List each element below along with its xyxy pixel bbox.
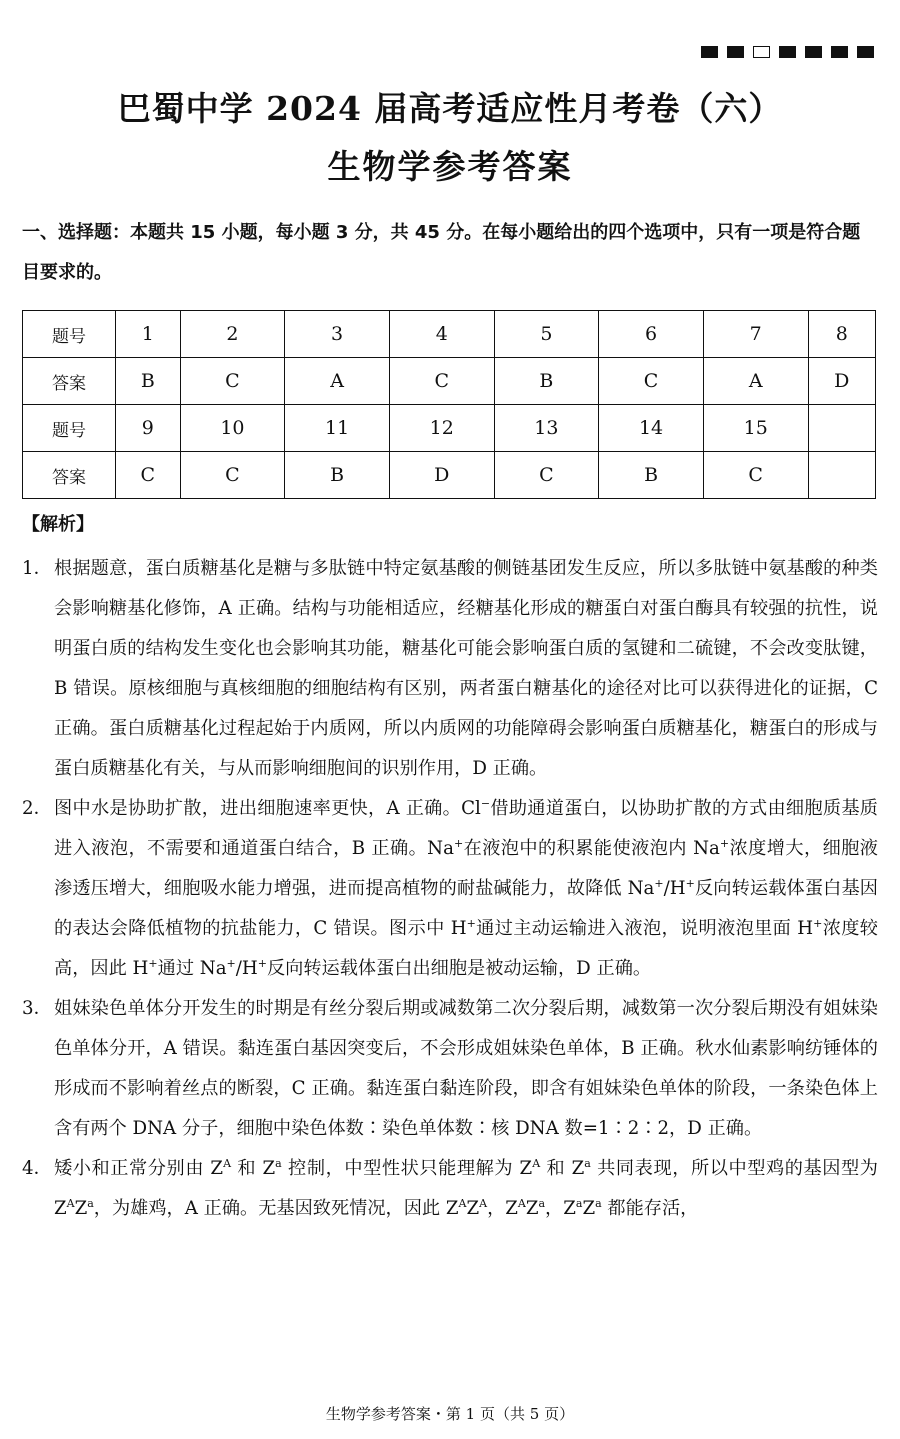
table-cell [808,405,875,452]
table-cell: A [285,358,390,405]
table-cell: C [180,358,285,405]
table-cell: C [703,452,808,499]
table-cell: 4 [389,311,494,358]
table-cell: 6 [599,311,704,358]
header-mark-3 [753,46,770,58]
table-cell: 12 [389,405,494,452]
analysis-label: 【解析】 [22,514,94,535]
header-mark-5 [805,46,822,58]
page-subtitle: 生物学参考答案 [327,147,573,186]
item-text: 图中水是协助扩散，进出细胞速率更快，A 正确。Cl−借助通道蛋白，以协助扩散的方式由细胞质基质进入液泡，不需要和通道蛋白结合，B 正确。Na+在液泡中的积累能使液泡内 Na+浓度增大，细胞液渗透压增大，细胞吸水能力增强，进而提高植物的耐盐碱能力，故降低 Na+/H+反向转运载体蛋白基因的表达会降低植物的抗盐能力，C 错误。图示中 H+通过主动运输进入液泡，说明液泡里面 H+浓度较高，因此 H+通过 Na+/H+反向转运载体蛋白出细胞是被动运输，D 正确。 [54,797,878,979]
row-header-cell: 题号 [23,311,116,358]
page-title: 巴蜀中学 2024 届高考适应性月考卷（六） [117,89,783,128]
table-row [23,452,876,499]
table-cell: D [389,452,494,499]
item-text: 根据题意，蛋白质糖基化是糖与多肽链中特定氨基酸的侧链基团发生反应，所以多肽链中氨基酸的种类会影响糖基化修饰，A 正确。结构与功能相适应，经糖基化形成的糖蛋白对蛋白酶具有较强的抗性，说明蛋白质的结构发生变化也会影响其功能，糖基化可能会影响蛋白质的氢键和二硫键，不会改变肽键，B 错误。原核细胞与真核细胞的细胞结构有区别，两者蛋白糖基化的途径对比可以获得进化的证据，C 正确。蛋白质糖基化过程起始于内质网，所以内质网的功能障碍会影响蛋白质糖基化，糖蛋白的形成与蛋白质糖基化有关，与从而影响细胞间的识别作用，D 正确。 [54,558,878,779]
table-row [23,405,876,452]
table-cell: A [703,358,808,405]
table-row [23,311,876,358]
table-cell: C [494,452,599,499]
page-footer: 生物学参考答案・第 1 页（共 5 页） [325,1405,575,1423]
table-cell: 10 [180,405,285,452]
item-number: 1． [22,558,52,579]
analysis-list [22,549,878,1229]
header-mark-2 [727,46,744,58]
table-cell: 3 [285,311,390,358]
analysis-item [22,789,878,989]
answer-table [22,310,876,499]
table-cell: B [599,452,704,499]
row-header-cell: 答案 [23,452,116,499]
section-heading: 一、选择题：本题共 15 小题，每小题 3 分，共 45 分。在每小题给出的四个选项中，只有一项是符合题目要求的。 [22,222,861,283]
item-number: 4． [22,1158,52,1179]
table-cell: 13 [494,405,599,452]
header-mark-4 [779,46,796,58]
header-mark-7 [857,46,874,58]
table-cell: B [116,358,181,405]
analysis-item [22,1149,878,1229]
table-cell [808,452,875,499]
row-header-cell: 答案 [23,358,116,405]
table-cell: 1 [116,311,181,358]
table-cell: B [285,452,390,499]
item-number: 2． [22,798,52,819]
table-cell: C [116,452,181,499]
table-cell: 9 [116,405,181,452]
table-cell: 5 [494,311,599,358]
header-marks [701,46,874,58]
item-text: 姐妹染色单体分开发生的时期是有丝分裂后期或减数第二次分裂后期，减数第一次分裂后期没有姐妹染色单体分开，A 错误。黏连蛋白基因突变后，不会形成姐妹染色单体，B 正确。秋水仙素影响纺锤体的形成而不影响着丝点的断裂，C 正确。黏连蛋白黏连阶段，即含有姐妹染色单体的阶段，一条染色体上含有两个 DNA 分子，细胞中染色体数∶染色单体数∶核 DNA 数=1∶2∶2，D 正确。 [54,998,878,1139]
table-cell: 14 [599,405,704,452]
table-cell: C [599,358,704,405]
item-number: 3． [22,998,52,1019]
header-mark-1 [701,46,718,58]
table-cell: D [808,358,875,405]
item-text: 矮小和正常分别由 $Z^A$ 和 $Z^a$ 控制，中型性状只能理解为 $Z^A$ 和 $Z^a$ 共同表现，所以中型鸡的基因型为 $Z^AZ^a$，为雄鸡，A 正确。无基因致死情况，因此 $Z^AZ^A$，$Z^AZ^a$，$Z^aZ^a$ 都能存活， [54,1157,878,1219]
analysis-item [22,989,878,1149]
table-cell: C [180,452,285,499]
row-header-cell: 题号 [23,405,116,452]
table-cell: 2 [180,311,285,358]
header-mark-6 [831,46,848,58]
table-cell: 15 [703,405,808,452]
table-cell: 7 [703,311,808,358]
table-cell: 11 [285,405,390,452]
table-cell: B [494,358,599,405]
table-row [23,358,876,405]
table-cell: 8 [808,311,875,358]
analysis-item [22,549,878,789]
table-cell: C [389,358,494,405]
